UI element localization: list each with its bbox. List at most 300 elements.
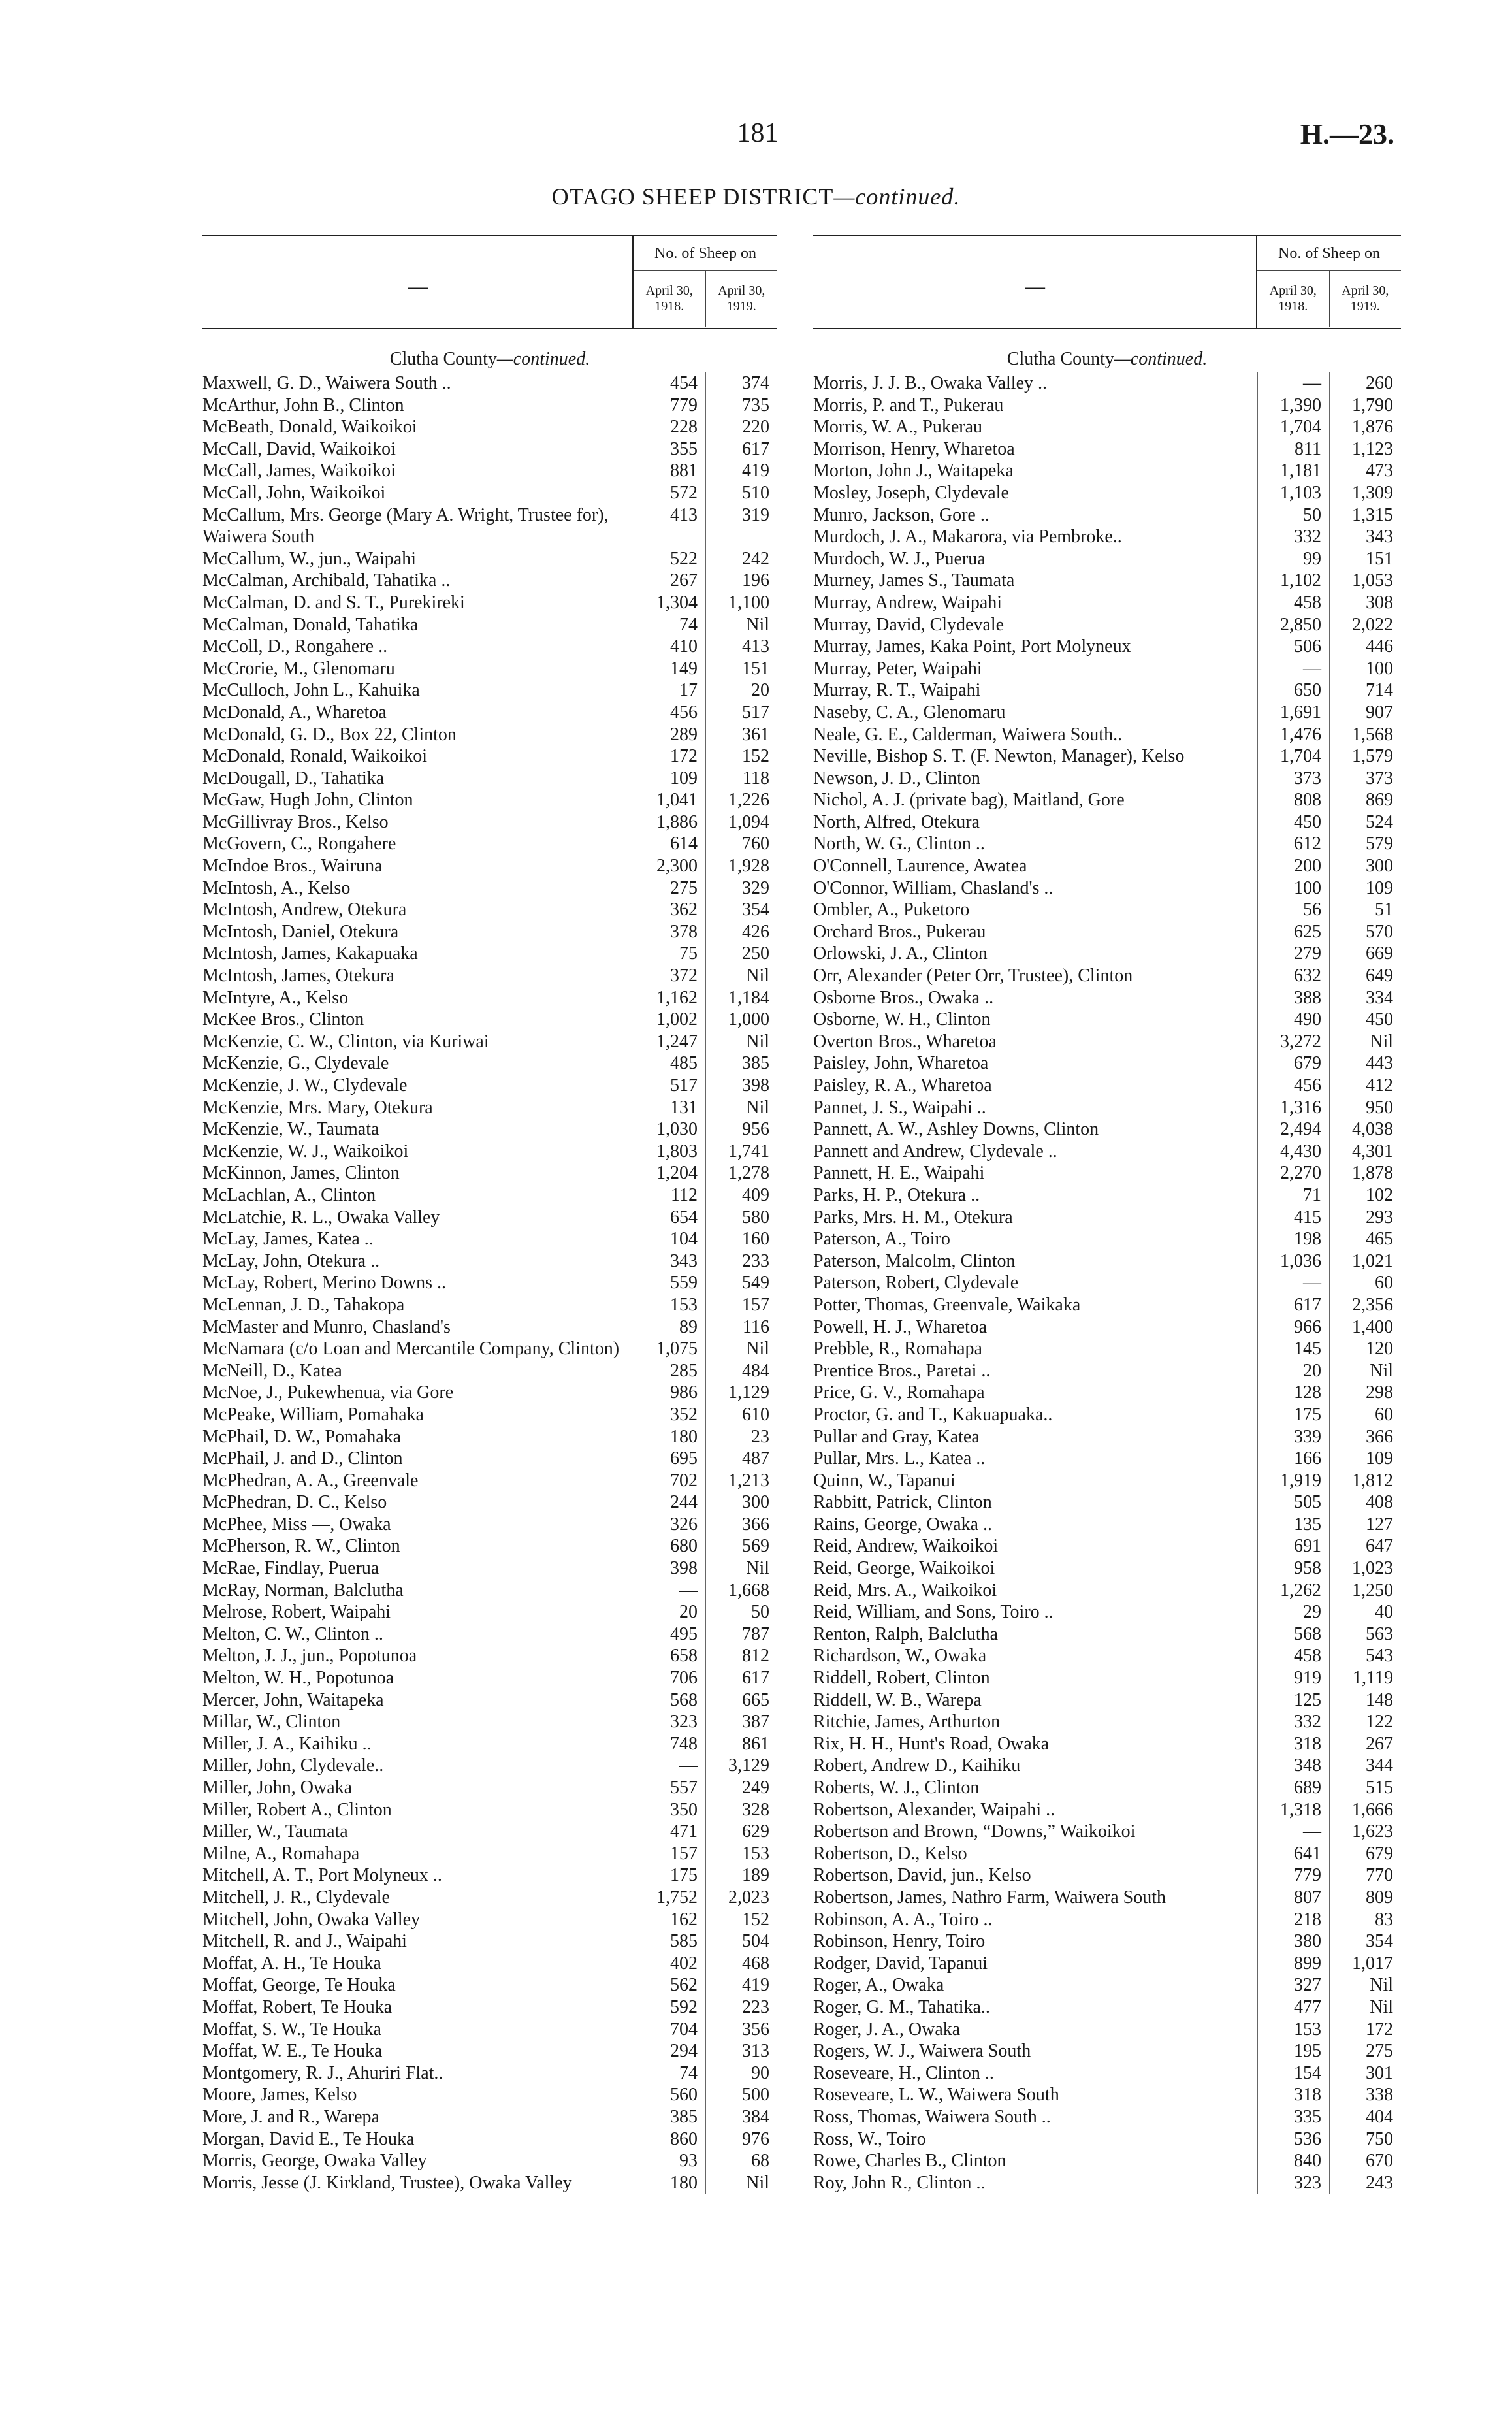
owner-name: Murray, R. T., Waipahi (813, 680, 981, 701)
sheep-1919: 334 (1329, 987, 1401, 1009)
owner-name: McPeake, William, Pomahaka (202, 1404, 424, 1425)
sheep-1918: 1,103 (1257, 482, 1329, 504)
owner-name: Reid, William, and Sons, Toiro .. (813, 1602, 1054, 1623)
table-row (813, 2062, 1401, 2085)
sheep-1918: 680 (634, 1535, 705, 1557)
owner-name: Murray, Peter, Waipahi (813, 658, 982, 679)
owner-name: McLachlan, A., Clinton (202, 1184, 376, 1205)
owner-name: McKinnon, James, Clinton (202, 1163, 400, 1184)
owner-name: Potter, Thomas, Greenvale, Waikaka (813, 1294, 1081, 1315)
sheep-1918: 456 (1257, 1075, 1329, 1097)
sheep-1918: 458 (1257, 592, 1329, 614)
sheep-1918: 100 (1257, 877, 1329, 900)
table-row (202, 1601, 777, 1623)
sheep-1919: 223 (705, 1996, 777, 2019)
sheep-1918: 1,803 (634, 1141, 705, 1163)
sheep-1919: 243 (1329, 2172, 1401, 2194)
sheep-1919: 354 (705, 899, 777, 921)
table-row (813, 1974, 1401, 1996)
table-row (202, 658, 777, 680)
owner-name: McCrorie, M., Glenomaru (202, 658, 395, 679)
table-row (202, 1491, 777, 1514)
sheep-1918: 986 (634, 1382, 705, 1404)
sheep-1918: 560 (634, 2084, 705, 2106)
table-row (813, 1382, 1401, 1404)
table-row (813, 1426, 1401, 1448)
table-row (813, 789, 1401, 811)
owner-name: Ross, Thomas, Waiwera South .. (813, 2106, 1051, 2127)
sheep-1919: Nil (1329, 1360, 1401, 1382)
table-row (202, 724, 777, 746)
sheep-1918: 1,752 (634, 1887, 705, 1909)
sheep-1918: 335 (1257, 2106, 1329, 2128)
sheep-1918: 355 (634, 438, 705, 461)
sheep-1919: 83 (1329, 1909, 1401, 1931)
table-row (202, 811, 777, 834)
owner-name: Rains, George, Owaka .. (813, 1514, 992, 1535)
owner-name: Munro, Jackson, Gore .. (813, 504, 989, 525)
header-dash: — (408, 276, 428, 297)
table-row (813, 2172, 1401, 2194)
owner-name: Morris, W. A., Pukerau (813, 417, 982, 438)
table-row (202, 1909, 777, 1931)
sheep-1918: 522 (634, 548, 705, 570)
table-row (202, 1031, 777, 1053)
owner-name: Pannett, H. E., Waipahi (813, 1163, 985, 1184)
owner-name: Moffat, Robert, Te Houka (202, 1996, 393, 2017)
sheep-1919: 579 (1329, 833, 1401, 855)
table-row (813, 1272, 1401, 1294)
owner-name: Mitchell, R. and J., Waipahi (202, 1931, 407, 1952)
owner-name: Neale, G. E., Calderman, Waiwera South.. (813, 724, 1123, 745)
sheep-header (1256, 236, 1401, 328)
table-row (202, 1184, 777, 1207)
owner-name: Reid, Andrew, Waikoikoi (813, 1536, 999, 1557)
table-row (813, 658, 1401, 680)
sheep-1918: 149 (634, 658, 705, 680)
table-row (813, 1491, 1401, 1514)
owner-name: Proctor, G. and T., Kakuapuaka.. (813, 1404, 1053, 1425)
sheep-1918: 154 (1257, 2062, 1329, 2085)
owner-name: Morrison, Henry, Wharetoa (813, 438, 1015, 459)
sheep-1919: Nil (705, 1097, 777, 1119)
sheep-1919: 152 (705, 745, 777, 768)
owner-name: Murney, James S., Taumata (813, 570, 1015, 591)
table-row (202, 2106, 777, 2128)
owner-name: Riddell, W. B., Warepa (813, 1689, 982, 1710)
table-row (202, 438, 777, 461)
sheep-1919: 100 (1329, 658, 1401, 680)
page-number: 181 (737, 118, 779, 148)
left-column (202, 235, 777, 2254)
sheep-1919: 109 (1329, 1448, 1401, 1470)
sheep-1919: 517 (705, 702, 777, 724)
sheep-1918: 56 (1257, 899, 1329, 921)
owner-name: McKenzie, G., Clydevale (202, 1053, 389, 1074)
sheep-1919: 413 (705, 636, 777, 658)
table-row (202, 899, 777, 921)
owner-name: Morris, Jesse (J. Kirkland, Trustee), Owaka Valley (202, 2172, 572, 2193)
table-row (202, 1667, 777, 1689)
sheep-1918: 2,270 (1257, 1162, 1329, 1184)
sheep-1919: 275 (1329, 2040, 1401, 2062)
owner-name: Orchard Bros., Pukerau (813, 921, 986, 942)
sheep-1919: 617 (705, 438, 777, 461)
sheep-1919: 220 (705, 416, 777, 438)
sheep-1919: 308 (1329, 592, 1401, 614)
owner-name: Robertson and Brown, “Downs,” Waikoikoi (813, 1821, 1136, 1842)
sheep-1918: 650 (1257, 679, 1329, 702)
sheep-1918: 285 (634, 1360, 705, 1382)
sheep-1919: 60 (1329, 1272, 1401, 1294)
owner-name: Moffat, W. E., Te Houka (202, 2041, 383, 2062)
owner-name: McLay, James, Katea .. (202, 1229, 374, 1250)
owner-name: Morris, J. J. B., Owaka Valley .. (813, 373, 1048, 393)
sheep-1918: 691 (1257, 1535, 1329, 1557)
table-row (202, 372, 777, 395)
sheep-1918: 559 (634, 1272, 705, 1294)
sheep-1919: 1,100 (705, 592, 777, 614)
sheep-1918: 811 (1257, 438, 1329, 461)
sheep-label: No. of Sheep on (1257, 236, 1401, 271)
sheep-1918: 748 (634, 1733, 705, 1755)
sheep-1919: 354 (1329, 1930, 1401, 1953)
table-row (202, 1711, 777, 1733)
table-row (813, 526, 1401, 548)
sheep-1919: 152 (705, 1909, 777, 1931)
sheep-1919: 714 (1329, 679, 1401, 702)
owner-name: Quinn, W., Tapanui (813, 1470, 956, 1491)
sheep-1919: 404 (1329, 2106, 1401, 2128)
sheep-1918: 807 (1257, 1887, 1329, 1909)
sheep-1919: 148 (1329, 1689, 1401, 1712)
sheep-1918: 157 (634, 1843, 705, 1865)
district-main: OTAGO SHEEP DISTRICT (551, 184, 834, 210)
table-row (813, 1930, 1401, 1953)
sheep-1919: 343 (1329, 526, 1401, 548)
sheep-1919: Nil (705, 1338, 777, 1360)
sheep-1919: 1,000 (705, 1009, 777, 1031)
sheep-1919: 298 (1329, 1382, 1401, 1404)
sheep-1918: 1,041 (634, 789, 705, 811)
owner-name: McCulloch, John L., Kahuika (202, 680, 420, 701)
sheep-1919: 102 (1329, 1184, 1401, 1207)
table-row (813, 2128, 1401, 2151)
sheep-label: No. of Sheep on (634, 236, 777, 271)
table-row (813, 1711, 1401, 1733)
table-row (202, 1777, 777, 1799)
sheep-1919: 1,021 (1329, 1250, 1401, 1273)
sheep-1919: 60 (1329, 1404, 1401, 1426)
sheep-1919: 412 (1329, 1075, 1401, 1097)
table-row (813, 768, 1401, 790)
sheep-1918: 1,919 (1257, 1470, 1329, 1492)
table-row (202, 2150, 777, 2172)
owner-name: McMaster and Munro, Chasland's (202, 1316, 451, 1337)
owner-name: Miller, John, Owaka (202, 1778, 353, 1798)
table-row (813, 1601, 1401, 1623)
sheep-1919: 1,226 (705, 789, 777, 811)
sheep-1918: 378 (634, 921, 705, 943)
sheep-1918: — (634, 1580, 705, 1602)
table-row (202, 548, 777, 570)
table-row (202, 1755, 777, 1777)
table-row (202, 833, 777, 855)
sheep-1919: 1,278 (705, 1162, 777, 1184)
owner-name: Prebble, R., Romahapa (813, 1339, 982, 1359)
sheep-1919: 812 (705, 1645, 777, 1667)
sheep-1918: 228 (634, 416, 705, 438)
sheep-1919: 468 (705, 1953, 777, 1975)
sheep-1919: 4,301 (1329, 1141, 1401, 1163)
owner-name: McPhedran, A. A., Greenvale (202, 1470, 419, 1491)
sheep-1918: 332 (1257, 1711, 1329, 1733)
sheep-1918: 641 (1257, 1843, 1329, 1865)
sheep-1919: 319 (705, 504, 777, 548)
sheep-1918: 279 (1257, 943, 1329, 965)
owner-name: Roberts, W. J., Clinton (813, 1778, 980, 1798)
owner-name: Parks, Mrs. H. M., Otekura (813, 1207, 1013, 1228)
sheep-1919: 570 (1329, 921, 1401, 943)
sheep-1918: 131 (634, 1097, 705, 1119)
sheep-1919: 670 (1329, 2150, 1401, 2172)
owner-name: Riddell, Robert, Clinton (813, 1668, 990, 1689)
table-row (202, 1623, 777, 1646)
owner-name: Moore, James, Kelso (202, 2085, 357, 2106)
owner-name: Melton, C. W., Clinton .. (202, 1623, 383, 1644)
owner-name: Pannett, A. W., Ashley Downs, Clinton (813, 1119, 1099, 1140)
sheep-1919: 419 (705, 460, 777, 482)
document-code: H.—23. (1300, 118, 1394, 150)
sheep-1919: 1,623 (1329, 1821, 1401, 1843)
table-row (202, 636, 777, 658)
owner-name: Rabbitt, Patrick, Clinton (813, 1492, 992, 1513)
year-1918: April 30, 1918. (645, 284, 693, 314)
sheep-1918: 840 (1257, 2150, 1329, 2172)
county-heading (813, 349, 1401, 372)
sheep-1918: 388 (1257, 987, 1329, 1009)
sheep-1918: 89 (634, 1316, 705, 1339)
owner-name: Murray, Andrew, Waipahi (813, 592, 1003, 613)
sheep-1918: 779 (1257, 1864, 1329, 1887)
owner-name: Miller, John, Clydevale.. (202, 1755, 384, 1776)
sheep-1918: 200 (1257, 855, 1329, 877)
owner-name: Ross, W., Toiro (813, 2128, 926, 2149)
table-row (813, 1052, 1401, 1075)
sheep-1919: 338 (1329, 2084, 1401, 2106)
sheep-1918: 125 (1257, 1689, 1329, 1712)
sheep-1918: 454 (634, 372, 705, 395)
table-row (202, 2084, 777, 2106)
table-row (202, 1404, 777, 1426)
table-row (813, 1338, 1401, 1360)
owner-name: McIntosh, Andrew, Otekura (202, 900, 407, 920)
owner-name: McCall, James, Waikoikoi (202, 461, 396, 481)
owner-name: McCallum, W., jun., Waipahi (202, 548, 416, 569)
owner-name: McGillivray Bros., Kelso (202, 811, 389, 832)
sheep-1918: 495 (634, 1623, 705, 1646)
header-dash: — (1025, 276, 1045, 297)
owner-name: McBeath, Donald, Waikoikoi (202, 417, 417, 438)
sheep-1918: 175 (1257, 1404, 1329, 1426)
sheep-header (632, 236, 777, 328)
sheep-1919: 366 (705, 1514, 777, 1536)
sheep-1919: 1,123 (1329, 438, 1401, 461)
sheep-1919: 301 (1329, 2062, 1401, 2085)
sheep-1918: 899 (1257, 1953, 1329, 1975)
sheep-1919: 504 (705, 1930, 777, 1953)
table-row (202, 877, 777, 900)
table-row (202, 395, 777, 417)
table-row (202, 1141, 777, 1163)
owner-name: Orlowski, J. A., Clinton (813, 943, 988, 964)
table-row (202, 1316, 777, 1339)
table-row (813, 1580, 1401, 1602)
sheep-1919: 809 (1329, 1887, 1401, 1909)
sheep-1919: 116 (705, 1316, 777, 1339)
sheep-1918: 572 (634, 482, 705, 504)
owner-name: Robertson, Alexander, Waipahi .. (813, 1799, 1055, 1820)
owner-name: Mercer, John, Waitapeka (202, 1689, 384, 1710)
table-row (813, 614, 1401, 636)
table-row (813, 702, 1401, 724)
sheep-1918: 74 (634, 2062, 705, 2085)
sheep-1918: 1,704 (1257, 745, 1329, 768)
owner-name: McGovern, C., Rongahere (202, 834, 396, 854)
owner-name: Robinson, A. A., Toiro .. (813, 1909, 993, 1930)
owner-name: McLennan, J. D., Tahakopa (202, 1294, 405, 1315)
table-row (202, 1162, 777, 1184)
owner-name: Robertson, David, jun., Kelso (813, 1865, 1031, 1886)
owner-name: McDonald, Ronald, Waikoikoi (202, 746, 428, 767)
sheep-1919: 385 (705, 1052, 777, 1075)
owner-name: McCall, David, Waikoikoi (202, 438, 396, 459)
owner-name: McIntyre, A., Kelso (202, 987, 349, 1008)
sheep-1918: 1,102 (1257, 570, 1329, 592)
table-row (202, 1974, 777, 1996)
table-row (813, 395, 1401, 417)
sheep-1919: 1,184 (705, 987, 777, 1009)
sheep-1919: 51 (1329, 899, 1401, 921)
sheep-1919: 4,038 (1329, 1118, 1401, 1141)
table-row (202, 1645, 777, 1667)
table-row (202, 679, 777, 702)
sheep-1918: 568 (1257, 1623, 1329, 1646)
sheep-1919: 300 (1329, 855, 1401, 877)
sheep-1918: 1,030 (634, 1118, 705, 1141)
table-row (813, 1667, 1401, 1689)
table-row (202, 1426, 777, 1448)
sheep-1918: 485 (634, 1052, 705, 1075)
owner-name: McPhee, Miss —, Owaka (202, 1514, 391, 1535)
table-row (813, 1162, 1401, 1184)
owner-name: Roy, John R., Clinton .. (813, 2172, 986, 2193)
table-row (813, 921, 1401, 943)
owner-name: McPherson, R. W., Clinton (202, 1536, 400, 1557)
owner-name: Miller, Robert A., Clinton (202, 1799, 392, 1820)
sheep-1919: 20 (705, 679, 777, 702)
sheep-1918: 352 (634, 1404, 705, 1426)
sheep-1919: 1,668 (705, 1580, 777, 1602)
table-row (202, 482, 777, 504)
owner-name: Paterson, A., Toiro (813, 1229, 950, 1250)
sheep-1918: 966 (1257, 1316, 1329, 1339)
table-row (202, 745, 777, 768)
table-row (202, 2019, 777, 2041)
table-row (202, 460, 777, 482)
sheep-1919: 569 (705, 1535, 777, 1557)
table-row (813, 2150, 1401, 2172)
sheep-1918: 104 (634, 1228, 705, 1250)
sheep-1919: 907 (1329, 702, 1401, 724)
owner-name: Moffat, S. W., Te Houka (202, 2019, 381, 2040)
owner-name: Powell, H. J., Wharetoa (813, 1316, 988, 1337)
table-header (813, 235, 1401, 329)
owner-name: North, W. G., Clinton .. (813, 834, 985, 854)
sheep-1919: 956 (705, 1118, 777, 1141)
sheep-1918: 93 (634, 2150, 705, 2172)
sheep-1919: 40 (1329, 1601, 1401, 1623)
owner-name: McNamara (c/o Loan and Mercantile Company, Clinton) (202, 1339, 620, 1359)
owner-name: Ritchie, James, Arthurton (813, 1712, 1001, 1732)
sheep-1919: 109 (1329, 877, 1401, 900)
sheep-1919: 669 (1329, 943, 1401, 965)
table-row (813, 372, 1401, 395)
sheep-1919: Nil (1329, 1996, 1401, 2019)
table-row (202, 1580, 777, 1602)
sheep-1919: 735 (705, 395, 777, 417)
sheep-1919: 157 (705, 1294, 777, 1316)
table-row (813, 987, 1401, 1009)
sheep-1919: 950 (1329, 1097, 1401, 1119)
owner-name: McCall, John, Waikoikoi (202, 482, 386, 503)
table-row (202, 1228, 777, 1250)
sheep-1918: 702 (634, 1470, 705, 1492)
county-suffix: —continued. (496, 349, 590, 369)
table-row (813, 1864, 1401, 1887)
sheep-1918: 1,476 (1257, 724, 1329, 746)
table-row (813, 899, 1401, 921)
sheep-1919: 151 (705, 658, 777, 680)
sheep-1919: 267 (1329, 1733, 1401, 1755)
district-title (0, 183, 1512, 210)
table-row (813, 1953, 1401, 1975)
owner-name: Murray, David, Clydevale (813, 614, 1005, 635)
table-row (202, 1448, 777, 1470)
owner-name: North, Alfred, Otekura (813, 811, 980, 832)
owner-name: Paterson, Robert, Clydevale (813, 1273, 1019, 1293)
table-row (813, 1031, 1401, 1053)
table-row (202, 1996, 777, 2019)
table-header (202, 235, 777, 329)
sheep-1919: 398 (705, 1075, 777, 1097)
owner-name: Miller, W., Taumata (202, 1821, 348, 1842)
left-rows (202, 372, 777, 2194)
sheep-1918: 1,002 (634, 1009, 705, 1031)
sheep-1919: Nil (705, 2172, 777, 2194)
owner-name: Melrose, Robert, Waipahi (202, 1602, 391, 1623)
sheep-1919: 361 (705, 724, 777, 746)
table-row (813, 1996, 1401, 2019)
table-row (202, 1009, 777, 1031)
table-row (813, 1075, 1401, 1097)
sheep-1918: 1,316 (1257, 1097, 1329, 1119)
owner-name: McLatchie, R. L., Owaka Valley (202, 1207, 440, 1228)
owner-name: Melton, J. J., jun., Popotunoa (202, 1646, 417, 1667)
sheep-1919: 629 (705, 1821, 777, 1843)
table-row (813, 592, 1401, 614)
sheep-1919: 329 (705, 877, 777, 900)
